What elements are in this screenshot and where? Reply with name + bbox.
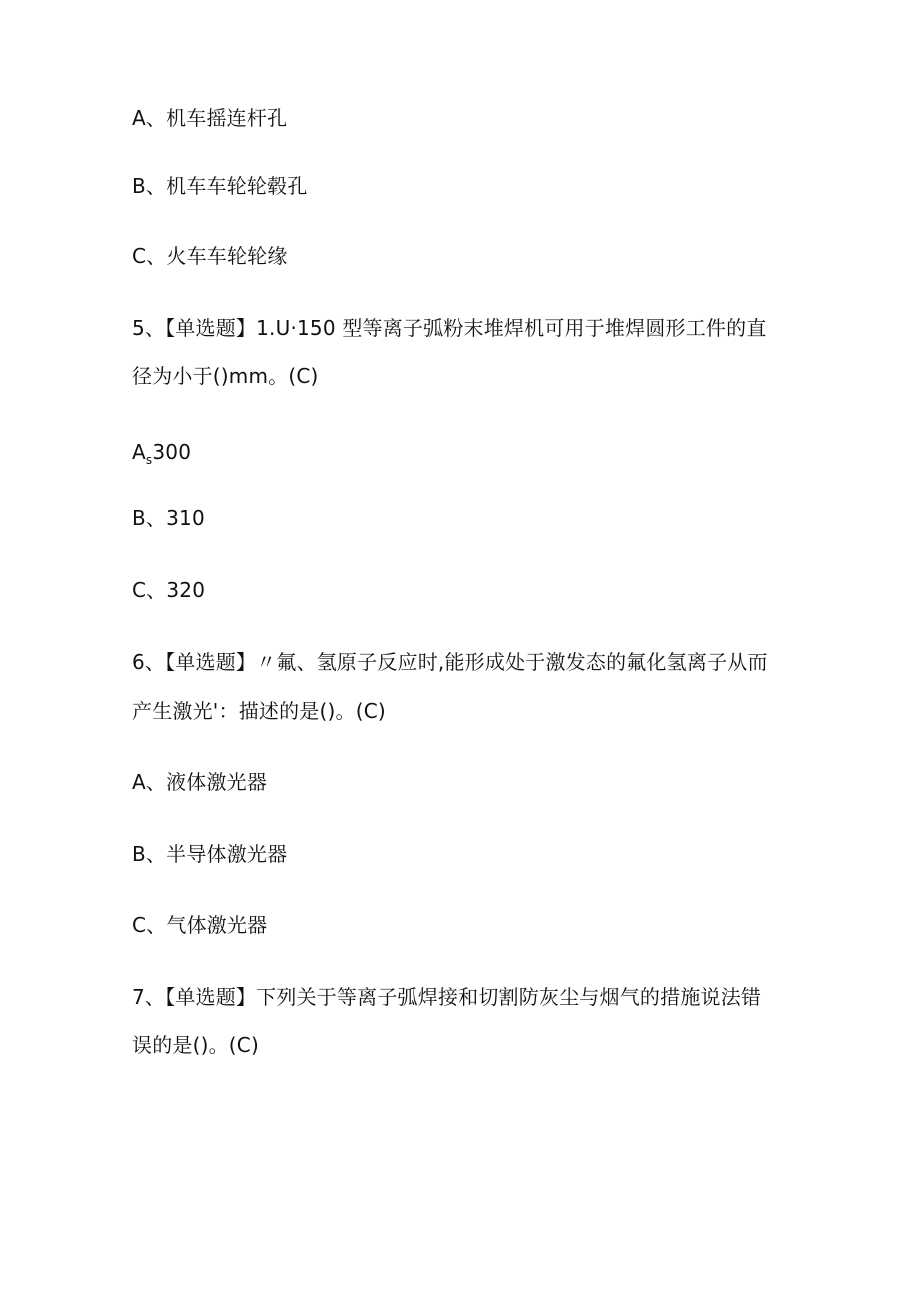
q5-option-b: B、310 [132,506,205,530]
q5-option-c: C、320 [132,578,206,602]
q5-option-a-value: 300 [152,440,192,464]
q6-option-c: C、气体激光器 [132,913,268,937]
q7-question-line-2: 误的是()。(C) [132,1033,259,1057]
q4-option-c: C、火车车轮轮缘 [132,244,288,268]
q5-question-line-2: 径为小于()mm。(C) [132,364,319,388]
q5-option-a-subscript: s [145,453,153,467]
q6-option-b: B、半导体激光器 [132,842,288,866]
q6-option-a: A、液体激光器 [132,770,268,794]
q5-option-a [132,438,191,469]
q4-option-b: B、机车车轮轮毂孔 [132,174,308,198]
q5-question-line-1: 5、【单选题】1.U·150 型等离子弧粉末堆焊机可用于堆焊圆形工件的直 [132,316,767,340]
q7-question-line-1: 7、【单选题】下列关于等离子弧焊接和切割防灰尘与烟气的措施说法错 [132,985,762,1009]
q4-option-a: A、机车摇连杆孔 [132,106,288,130]
q6-question-line-2: 产生激光'：描述的是()。(C) [132,699,386,723]
q6-question-line-1: 6、【单选题】〃氟、氢原子反应时,能形成处于激发态的氟化氢离子从而 [132,650,768,674]
q5-option-a-letter: A [132,440,146,464]
